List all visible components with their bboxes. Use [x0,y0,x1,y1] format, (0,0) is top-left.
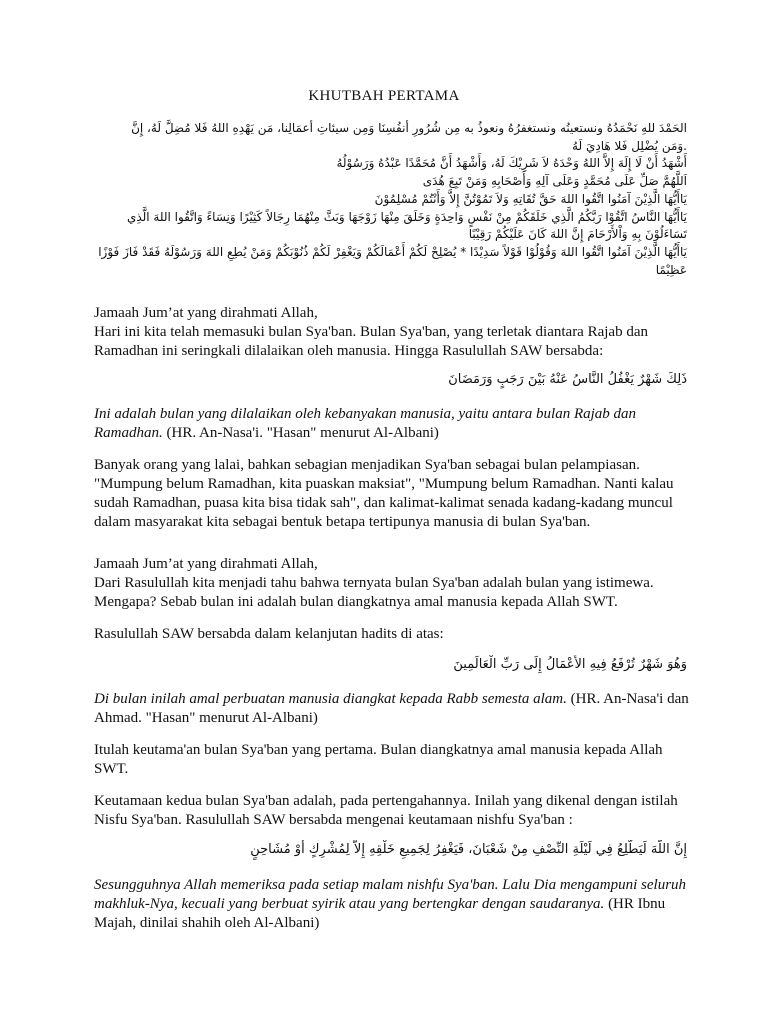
hadith-source: (HR Ibnu Majah, dinilai shahih oleh Al-Albani) [94,896,666,931]
arabic-line: أَشْهَدُ أَنْ لَا إِلَهَ إِلاَّ اللهُ وَحْدَهُ لاَ شَرِيْكَ لَهُ، وَأَشْهَدُ أَنَّ مُحَمَّدًا عَبْدُهُ وَرَسُوْلُهُ [336,156,687,171]
paragraph-greeting [94,555,694,612]
arabic-line: يَاأَيُّهَا النَّاسُ اتَّقُوْا رَبَّكُمُ الَّذِي خَلَقَكُمْ مِنْ نَفْسٍ وَاحِدَةٍ وَخَلَقَ مِنْهَا زَوْجَهَا وَبَثَّ مِنْهُمَا رِجَالاً كَثِيْرًا وَنِسَاءً وَاتَّقُوا اللهَ الَّذِي [126,209,687,224]
greeting: Jamaah Jum’at yang dirahmati Allah, [94,556,318,572]
paragraph-text: Dari Rasulullah kita menjadi tahu bahwa ternyata bulan Sya'ban adalah bulan yang istimewa. Mengapa? Sebab bulan ini adalah bulan diangkatnya amal manusia kepada Allah SWT. [94,575,654,610]
translation-text: Sesungguhnya Allah memeriksa pada setiap malam nishfu Sya'ban. Lalu Dia mengampuni seluruh makhluk-Nya, kecuali yang berbuat syirik atau yang bertengkar dengan saudaranya. [94,877,687,912]
hadith-translation [94,876,694,933]
arabic-line: عَظِيْمًا [655,262,687,277]
arabic-line: .وَمَن يُضْلِل فَلا هَادِيَ لَهُ [572,138,687,153]
translation-text: Di bulan inilah amal perbuatan manusia diangkat kepada Rabb semesta alam. [94,691,567,707]
translation-text: Ini adalah bulan yang dilalaikan oleh kebanyakan manusia, yaitu antara bulan Rajab dan Ramadhan. [94,406,637,441]
hadith-translation [94,405,694,443]
hadith-arabic: ذَلِكَ شَهْرٌ يَغْفُلُ النَّاسُ عَنْهُ بَيْنَ رَجَبٍ وَرَمَضَانَ [448,372,687,387]
arabic-line: يَاأَيُّهَا الَّذِيْنَ آمَنُوا اتَّقُوا اللهَ حَقَّ تُقَاتِهِ وَلاَ تَمُوْتُنَّ إِلاَّ وَأَنْتُمْ مُسْلِمُوْنَ [374,191,687,206]
hadith-source: (HR. An-Nasa'i. "Hasan" menurut Al-Albani) [162,425,439,441]
arabic-line: تَسَاءَلُوْنَ بِهِ وَاْلأَرْحَامَ إِنَّ اللهَ كَانَ عَلَيْكُمْ رَقِيْبًا [468,227,687,242]
hadith-arabic: إِنَّ اللَّهَ لَيَطَّلِعُ فِي لَيْلَةِ النِّصْفِ مِنْ شَعْبَانَ، فَيَغْفِرُ لِجَمِيعِ خَلْقِهِ إِلاَّ لِمُشْرِكٍ أَوْ مُشَاحِنٍ [250,842,687,857]
arabic-line: الحَمْدَ للهِ نَحْمَدُهُ ونستعينُه ونستغفرُهُ ونعوذُ به مِن شُرُورِ أنفُسِنَا وَمِن سيئاتِ أعمَالِنا، مَن يَهْدِهِ اللهُ فَلا مُضِلَّ لَهُ، إِنَّ [131,121,687,135]
hadith-source: (HR. An-Nasa'i dan Ahmad. "Hasan" menurut Al-Albani) [94,691,689,726]
paragraph-text: Itulah keutama'an bulan Sya'ban yang pertama. Bulan diangkatnya amal manusia kepada Allah SWT. [94,742,663,777]
paragraph-text: Hari ini kita telah memasuki bulan Sya'ban. Bulan Sya'ban, yang terletak diantara Rajab dan Ramadhan ini seringkali dilalaikan oleh manusia. Hingga Rasulullah SAW bersabda: [94,324,648,359]
hadith-translation [94,690,694,728]
paragraph-intro [94,304,694,361]
paragraph-text: Keutamaan kedua bulan Sya'ban adalah, pada pertengahannya. Inilah yang dikenal dengan istilah Nisfu Sya'ban. Rasulullah SAW bersabda mengenai keutamaan nishfu Sya'ban : [94,793,678,828]
arabic-line: يَاأَيُّهَا الَّذِيْنَ آمَنُوا اتَّقُوا اللهَ وَقُوْلُوْا قَوْلاً سَدِيْدًا * يُصْلِحْ لَكُمْ أَعْمَالَكُمْ وَيَغْفِرْ لَكُمْ ذُنُوْبَكُمْ وَمَنْ يُطِعِ اللهَ وَرَسُوْلَهُ فَقَدْ فَازَ فَوْزًا [98,244,687,259]
greeting: Jamaah Jum’at yang dirahmati Allah, [94,305,318,321]
page-title: KHUTBAH PERTAMA [308,88,460,104]
paragraph-text: Rasulullah SAW bersabda dalam kelanjutan hadits di atas: [94,626,444,642]
arabic-line: اَللَّهُمَّ صَلِّ عَلَى مُحَمَّدٍ وَعَلَى آلِهِ وَأَصْحَابِهِ وَمَنْ تَبِعَ هُدَى [422,174,687,189]
opening-arabic-block [75,120,687,279]
hadith-arabic: وَهُوَ شَهْرٌ تُرْفَعُ فِيهِ الأَعْمَالُ إِلَى رَبِّ الْعَالَمِينَ [453,657,687,672]
paragraph-text: Banyak orang yang lalai, bahkan sebagian menjadikan Sya'ban sebagai bulan pelampiasan. "Mumpung belum Ramadhan, kita puaskan maksiat", "Mumpung belum Ramadhan. Nanti kalau sudah Ramadhan, puasa kita bisa tidak sah", dan kalimat-kalimat senada kadang-kadang muncul dalam masyarakat kita sebagai bentuk betapa tertipunya manusia di bulan Sya'ban. [94,457,674,530]
